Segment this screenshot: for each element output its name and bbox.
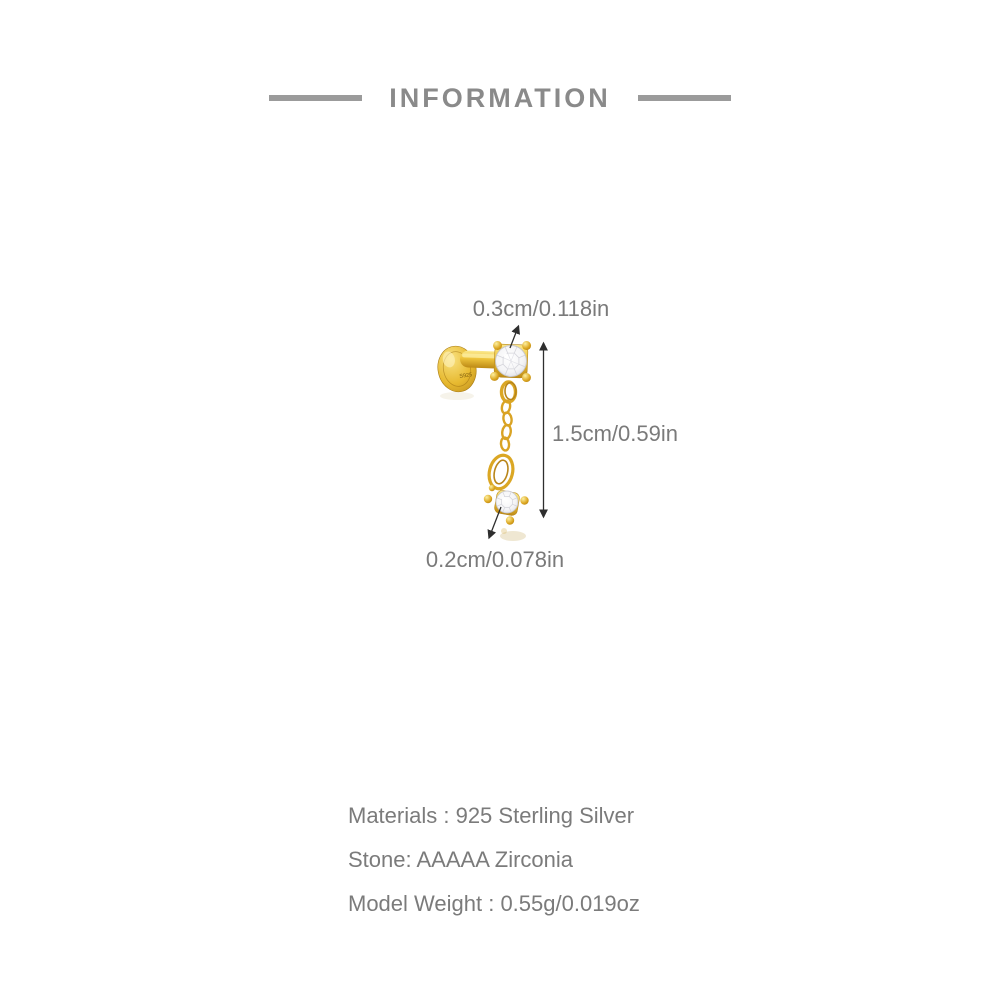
bottom-measure-arrow xyxy=(489,507,501,538)
dangle-width-dimension-label: 0.2cm/0.078in xyxy=(425,547,565,572)
earring-disc-back xyxy=(434,343,481,396)
chain-links xyxy=(500,400,512,451)
drop-length-dimension-label: 1.5cm/0.59in xyxy=(552,421,678,446)
stud-width-dimension-label: 0.3cm/0.118in xyxy=(472,296,610,321)
spec-weight: Model Weight : 0.55g/0.019oz xyxy=(348,891,640,916)
silver-purity-stamp: S925 xyxy=(459,372,473,380)
header-rule-right xyxy=(638,95,731,101)
chain-bail-loop xyxy=(502,382,517,402)
top-zirconia-stone xyxy=(496,346,527,377)
information-header xyxy=(0,80,1000,116)
header-rule-left xyxy=(269,95,362,101)
page-title: INFORMATION xyxy=(389,82,611,113)
spec-stone: Stone: AAAAA Zirconia xyxy=(348,847,574,872)
product-specs xyxy=(348,794,640,926)
spec-materials: Materials : 925 Sterling Silver xyxy=(348,803,635,828)
